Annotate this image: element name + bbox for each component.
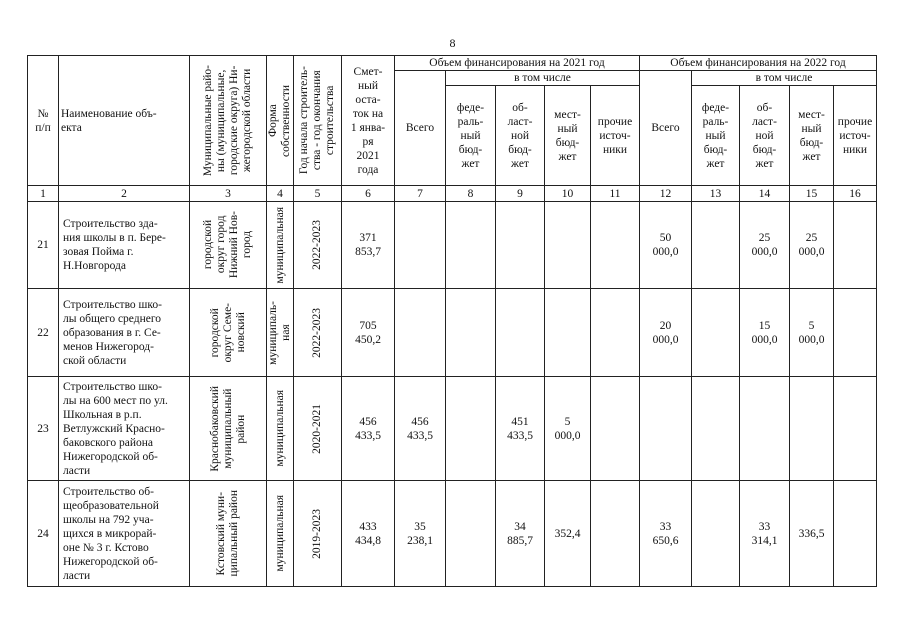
estimate-value: 371 853,7 — [342, 202, 395, 289]
form-text: муниципальная — [273, 495, 286, 572]
other-2022 — [834, 481, 877, 587]
years-cell — [294, 289, 342, 377]
district-cell — [190, 202, 267, 289]
column-number: 9 — [496, 186, 545, 202]
years-text: 2020-2021 — [311, 403, 323, 454]
federal-2021 — [446, 202, 496, 289]
row-number: 22 — [28, 289, 59, 377]
object-name: Строительство зда- ния школы в п. Бере- зовая Пойма г. Н.Новгорода — [59, 202, 190, 289]
total-2021 — [395, 289, 446, 377]
local-2021 — [545, 202, 591, 289]
regional-2022: 25 000,0 — [740, 202, 790, 289]
form-cell — [267, 202, 294, 289]
federal-2021 — [446, 289, 496, 377]
object-name: Строительство шко- лы на 600 мест по ул. Школьная в р.п. Ветлужский Красно- баковского района Нижегородской об- ласти — [59, 377, 190, 481]
column-number: 2 — [59, 186, 190, 202]
local-2021 — [545, 289, 591, 377]
total-2022: 20 000,0 — [640, 289, 692, 377]
years-text: 2022-2023 — [311, 220, 323, 270]
regional-2021 — [496, 202, 545, 289]
local-2022 — [790, 377, 834, 481]
row-number: 24 — [28, 481, 59, 587]
district-text: городской округ город Нижний Нов- город — [202, 211, 253, 279]
page-number: 8 — [449, 36, 456, 50]
header-fin-2022: Объем финансирования на 2022 год — [640, 56, 877, 71]
other-2022 — [834, 289, 877, 377]
total-2022: 33 650,6 — [640, 481, 692, 587]
header-local-2022: мест- ный бюд- жет — [790, 86, 834, 186]
header-federal-2021: феде- раль- ный бюд- жет — [446, 86, 496, 186]
other-2021 — [591, 377, 640, 481]
header-no: № п/п — [28, 56, 59, 186]
other-2022 — [834, 202, 877, 289]
header-form — [267, 56, 294, 186]
regional-2022: 15 000,0 — [740, 289, 790, 377]
other-2022 — [834, 377, 877, 481]
column-number: 3 — [190, 186, 267, 202]
column-number: 11 — [591, 186, 640, 202]
table-row — [28, 202, 877, 289]
other-2021 — [591, 202, 640, 289]
total-2021 — [395, 202, 446, 289]
financing-table — [27, 55, 877, 587]
local-2022: 336,5 — [790, 481, 834, 587]
header-name: Наименование объ- екта — [59, 56, 190, 186]
header-total-2021: Всего — [395, 71, 446, 186]
total-2021: 456 433,5 — [395, 377, 446, 481]
total-2022 — [640, 377, 692, 481]
column-number: 4 — [267, 186, 294, 202]
years-text: 2022-2023 — [311, 307, 323, 358]
header-regional-2022: об- ласт- ной бюд- жет — [740, 86, 790, 186]
district-text: городской округ Семе- новский — [208, 302, 247, 363]
estimate-value: 456 433,5 — [342, 377, 395, 481]
table-row — [28, 289, 877, 377]
form-text: муниципальная — [273, 206, 286, 284]
row-number: 21 — [28, 202, 59, 289]
local-2022: 25 000,0 — [790, 202, 834, 289]
header-other-2021: прочие источ- ники — [591, 86, 640, 186]
years-cell — [294, 377, 342, 481]
form-cell — [267, 481, 294, 587]
district-cell — [190, 481, 267, 587]
header-incl-2021: в том числе — [446, 71, 640, 86]
column-number: 8 — [446, 186, 496, 202]
header-other-2022: прочие источ- ники — [834, 86, 877, 186]
federal-2022 — [692, 202, 740, 289]
header-total-2022: Всего — [640, 71, 692, 186]
years-text: 2019-2023 — [311, 508, 323, 559]
district-text: Кстовский муни- ципальный район — [215, 490, 240, 577]
district-cell — [190, 377, 267, 481]
header-years — [294, 56, 342, 186]
header-incl-2022: в том числе — [692, 71, 877, 86]
federal-2021 — [446, 481, 496, 587]
column-number: 14 — [740, 186, 790, 202]
federal-2022 — [692, 377, 740, 481]
regional-2021: 451 433,5 — [496, 377, 545, 481]
local-2021: 5 000,0 — [545, 377, 591, 481]
column-number: 12 — [640, 186, 692, 202]
header-regional-2021: об- ласт- ной бюд- жет — [496, 86, 545, 186]
header-years-text: Год начала строитель- ства - год окончания строительства — [298, 66, 336, 175]
district-text: Краснобаковский муниципальный район — [208, 385, 247, 472]
header-federal-2022: феде- раль- ный бюд- жет — [692, 86, 740, 186]
header-form-text: Форма собственности — [267, 84, 292, 157]
table-row — [28, 377, 877, 481]
header-fin-2021: Объем финансирования на 2021 год — [395, 56, 640, 71]
column-number: 10 — [545, 186, 591, 202]
years-cell — [294, 202, 342, 289]
header-estimate: Смет- ный оста- ток на 1 янва- ря 2021 года — [342, 56, 395, 186]
form-text: муниципаль- ная — [267, 300, 292, 365]
regional-2021 — [496, 289, 545, 377]
column-number: 5 — [294, 186, 342, 202]
regional-2022 — [740, 377, 790, 481]
local-2021: 352,4 — [545, 481, 591, 587]
total-2022: 50 000,0 — [640, 202, 692, 289]
row-number: 23 — [28, 377, 59, 481]
column-number: 1 — [28, 186, 59, 202]
federal-2022 — [692, 289, 740, 377]
form-cell — [267, 377, 294, 481]
regional-2021: 34 885,7 — [496, 481, 545, 587]
regional-2022: 33 314,1 — [740, 481, 790, 587]
form-text: муниципальная — [273, 390, 286, 467]
total-2021: 35 238,1 — [395, 481, 446, 587]
estimate-value: 433 434,8 — [342, 481, 395, 587]
header-district — [190, 56, 267, 186]
form-cell — [267, 289, 294, 377]
local-2022: 5 000,0 — [790, 289, 834, 377]
estimate-value: 705 450,2 — [342, 289, 395, 377]
district-cell — [190, 289, 267, 377]
object-name: Строительство об- щеобразовательной школы на 792 уча- щихся в микрорай- оне № 3 г. Кстово Нижегородской об- ласти — [59, 481, 190, 587]
header-district-text: Муниципальные райо- ны (муниципальные, городские округа) Ни- жегородской области — [202, 64, 253, 177]
years-cell — [294, 481, 342, 587]
column-number: 6 — [342, 186, 395, 202]
other-2021 — [591, 481, 640, 587]
column-number: 7 — [395, 186, 446, 202]
header-local-2021: мест- ный бюд- жет — [545, 86, 591, 186]
table-row — [28, 481, 877, 587]
column-number: 13 — [692, 186, 740, 202]
object-name: Строительство шко- лы общего среднего образования в г. Се- менов Нижегород- ской области — [59, 289, 190, 377]
column-number: 15 — [790, 186, 834, 202]
federal-2022 — [692, 481, 740, 587]
other-2021 — [591, 289, 640, 377]
column-number: 16 — [834, 186, 877, 202]
federal-2021 — [446, 377, 496, 481]
